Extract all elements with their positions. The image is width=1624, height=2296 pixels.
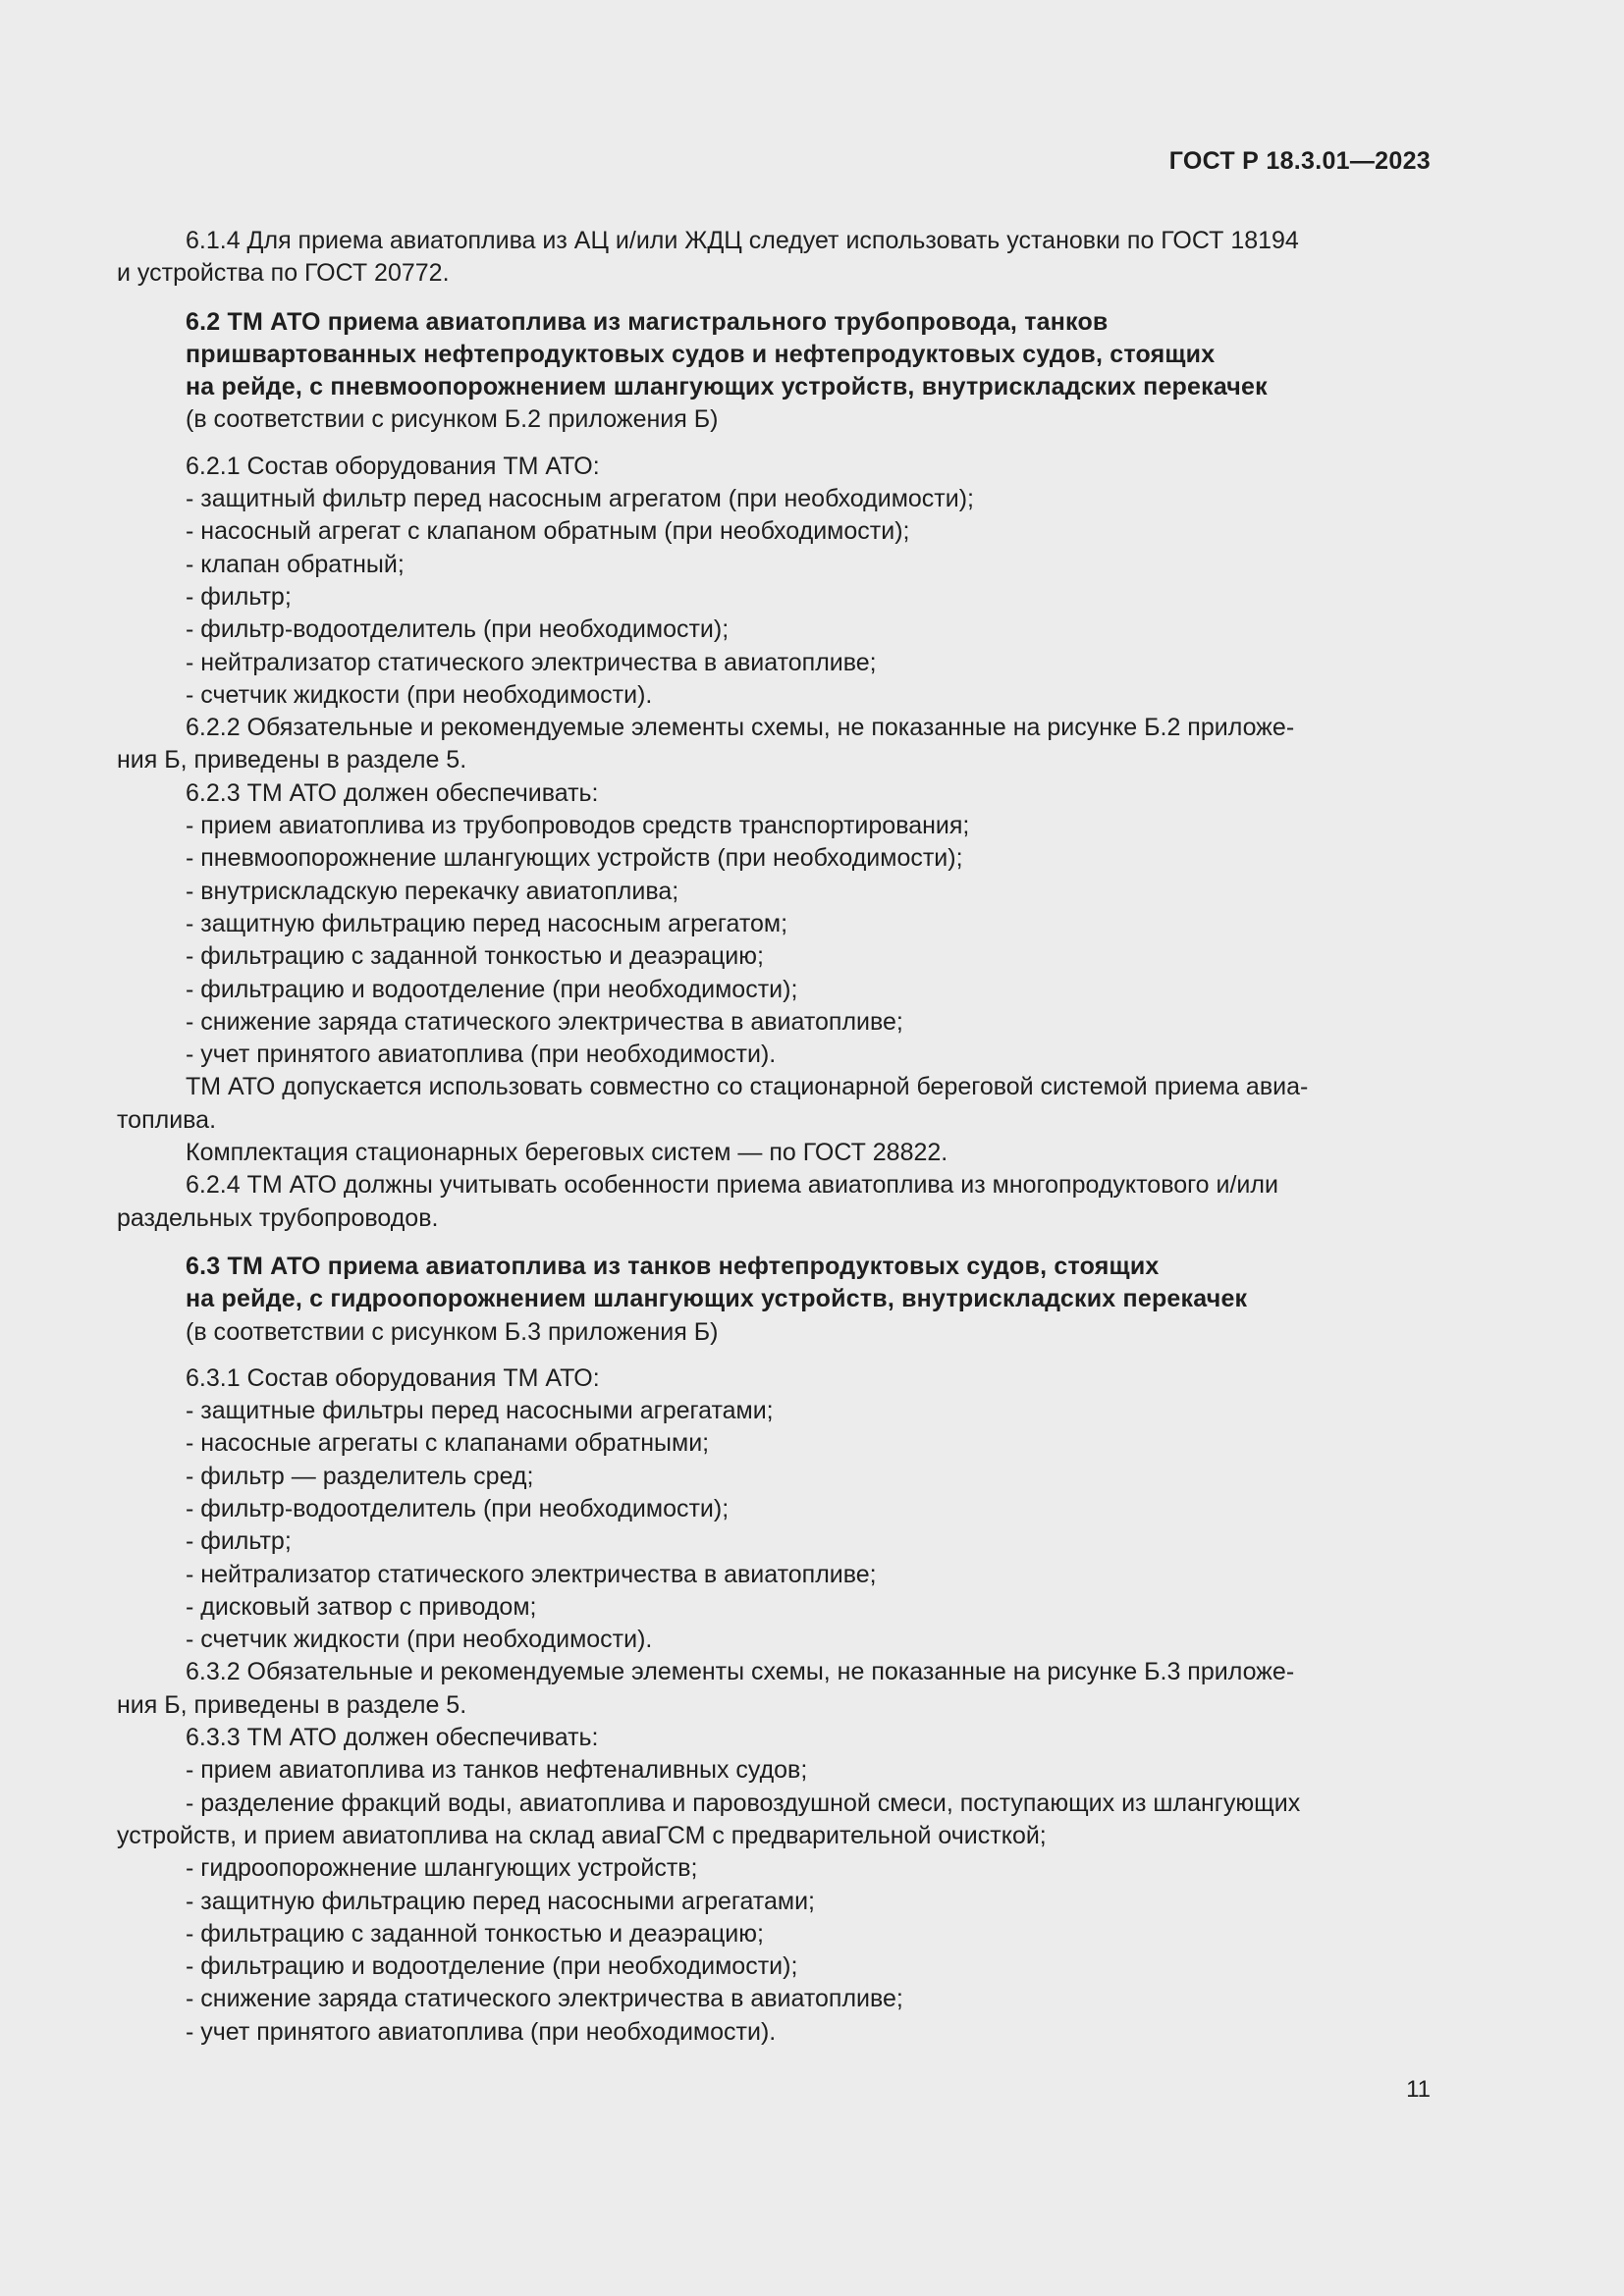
paragraph-combined-use-line-2: топлива. [117, 1105, 217, 1134]
list-item: - учет принятого авиатоплива (при необходимости). [186, 1041, 777, 1069]
paragraph-6-2-4 [117, 1169, 1431, 1235]
section-6-3-title-line-2: на рейде, с гидроопорожнением шлангующих устройств, внутрискладских перекачек [186, 1285, 1248, 1313]
list-item: - фильтр — разделитель сред; [186, 1462, 534, 1490]
list-item: - фильтр-водоотделитель (при необходимости); [186, 1494, 730, 1522]
list-item-wrapped [117, 1788, 1431, 1853]
list-item: - фильтрацию и водоотделение (при необходимости); [186, 975, 798, 1003]
section-6-2-title [117, 306, 1431, 404]
list-item: - гидроопорожнение шлангующих устройств; [186, 1854, 698, 1883]
paragraph-kit: Комплектация стационарных береговых систем — по ГОСТ 28822. [186, 1139, 948, 1167]
list-item: - фильтрацию с заданной тонкостью и деаэрацию; [186, 942, 764, 971]
paragraph-6-2-2 [117, 712, 1431, 777]
list-item: - счетчик жидкости (при необходимости). [186, 680, 653, 709]
section-6-3 [117, 1251, 1431, 2049]
list-item: - дисковый затвор с приводом; [186, 1592, 537, 1621]
section-6-2-title-line-3: на рейде, с пневмоопорожнением шлангующих устройств, внутрискладских перекачек [186, 373, 1268, 401]
paragraph-6-3-1: 6.3.1 Состав оборудования ТМ АТО: [186, 1363, 600, 1392]
document-body [117, 225, 1431, 2049]
list-item: - защитную фильтрацию перед насосными агрегатами; [186, 1887, 815, 1915]
list-item: - клапан обратный; [186, 550, 405, 578]
paragraph-6-2-3: 6.2.3 ТМ АТО должен обеспечивать: [186, 778, 599, 807]
list-item: - снижение заряда статического электричества в авиатопливе; [186, 1985, 903, 2013]
list-item: - насосный агрегат с клапаном обратным (при необходимости); [186, 517, 910, 546]
list-item: - защитную фильтрацию перед насосным агрегатом; [186, 909, 788, 937]
paragraph-6-2-2-line-1: 6.2.2 Обязательные и рекомендуемые элементы схемы, не показанные на рисунке Б.2 приложе- [186, 714, 1295, 742]
list-item: - счетчик жидкости (при необходимости). [186, 1626, 653, 1654]
paragraph-6-1-4-line-2: и устройства по ГОСТ 20772. [117, 259, 450, 288]
paragraph-6-3-2 [117, 1656, 1431, 1722]
paragraph-6-2-2-line-2: ния Б, приведены в разделе 5. [117, 746, 467, 774]
paragraph-6-3-3: 6.3.3 ТМ АТО должен обеспечивать: [186, 1724, 599, 1752]
document-header-standard-id: ГОСТ Р 18.3.01—2023 [1168, 147, 1431, 175]
page-number: 11 [1406, 2076, 1431, 2103]
list-item: - прием авиатоплива из танков нефтеналивных судов; [186, 1756, 808, 1785]
list-item: - пневмоопорожнение шлангующих устройств (при необходимости); [186, 844, 963, 873]
list-item: - фильтрацию с заданной тонкостью и деаэрацию; [186, 1919, 764, 1948]
list-item: - снижение заряда статического электричества в авиатопливе; [186, 1007, 903, 1036]
paragraph-6-3-2-line-2: ния Б, приведены в разделе 5. [117, 1690, 467, 1719]
list-item: - внутрискладскую перекачку авиатоплива; [186, 877, 679, 905]
function-list-6-2 [117, 810, 1431, 1071]
paragraph-6-2-1: 6.2.1 Состав оборудования ТМ АТО: [186, 452, 600, 480]
list-item: - насосные агрегаты с клапанами обратными; [186, 1429, 710, 1458]
paragraph-6-1-4-line-1: 6.1.4 Для приема авиатоплива из АЦ и/или ЖДЦ следует использовать установки по ГОСТ 18194 [186, 227, 1299, 254]
paragraph-6-3-2-line-1: 6.3.2 Обязательные и рекомендуемые элементы схемы, не показанные на рисунке Б.3 приложе- [186, 1658, 1295, 1686]
section-6-2-title-line-2: пришвартованных нефтепродуктовых судов и нефтепродуктовых судов, стоящих [186, 340, 1216, 368]
paragraph-combined-use [117, 1071, 1431, 1137]
list-item: - учет принятого авиатоплива (при необходимости). [186, 2017, 777, 2046]
list-item: - защитный фильтр перед насосным агрегатом (при необходимости); [186, 485, 974, 513]
paragraph-6-2-4-line-2: раздельных трубопроводов. [117, 1203, 439, 1232]
paragraph-6-2-4-line-1: 6.2.4 ТМ АТО должны учитывать особенности приема авиатоплива из многопродуктового и/или [186, 1171, 1278, 1200]
paragraph-combined-use-line-1: ТМ АТО допускается использовать совместно со стационарной береговой системой приема авиа- [186, 1073, 1309, 1101]
function-list-6-3 [117, 1754, 1431, 2049]
section-6-2-title-line-1: 6.2 ТМ АТО приема авиатоплива из магистрального трубопровода, танков [186, 307, 1109, 336]
section-6-2 [117, 306, 1431, 1235]
list-item: - фильтр; [186, 1527, 292, 1556]
list-item-wrapped-line-1: - разделение фракций воды, авиатоплива и паровоздушной смеси, поступающих из шлангующих [186, 1789, 1301, 1817]
list-item: - защитные фильтры перед насосными агрегатами; [186, 1397, 774, 1425]
section-6-2-figure-ref: (в соответствии с рисунком Б.2 приложения Б) [186, 405, 719, 434]
list-item: - прием авиатоплива из трубопроводов средств транспортирования; [186, 812, 970, 840]
list-item: - нейтрализатор статического электричества в авиатопливе; [186, 648, 877, 676]
list-item: - нейтрализатор статического электричества в авиатопливе; [186, 1560, 877, 1588]
section-6-3-figure-ref: (в соответствии с рисунком Б.3 приложения Б) [186, 1317, 719, 1346]
list-item: - фильтр; [186, 582, 292, 611]
list-item: - фильтрацию и водоотделение (при необходимости); [186, 1952, 798, 1981]
section-6-3-title [117, 1251, 1431, 1316]
equipment-list-6-3 [117, 1395, 1431, 1656]
section-6-3-title-line-1: 6.3 ТМ АТО приема авиатоплива из танков нефтепродуктовых судов, стоящих [186, 1252, 1160, 1280]
list-item: - фильтр-водоотделитель (при необходимости); [186, 615, 730, 644]
list-item-wrapped-line-2: устройств, и прием авиатоплива на склад авиаГСМ с предварительной очисткой; [117, 1821, 1047, 1849]
paragraph-6-1-4 [117, 225, 1431, 291]
equipment-list-6-2 [117, 483, 1431, 712]
